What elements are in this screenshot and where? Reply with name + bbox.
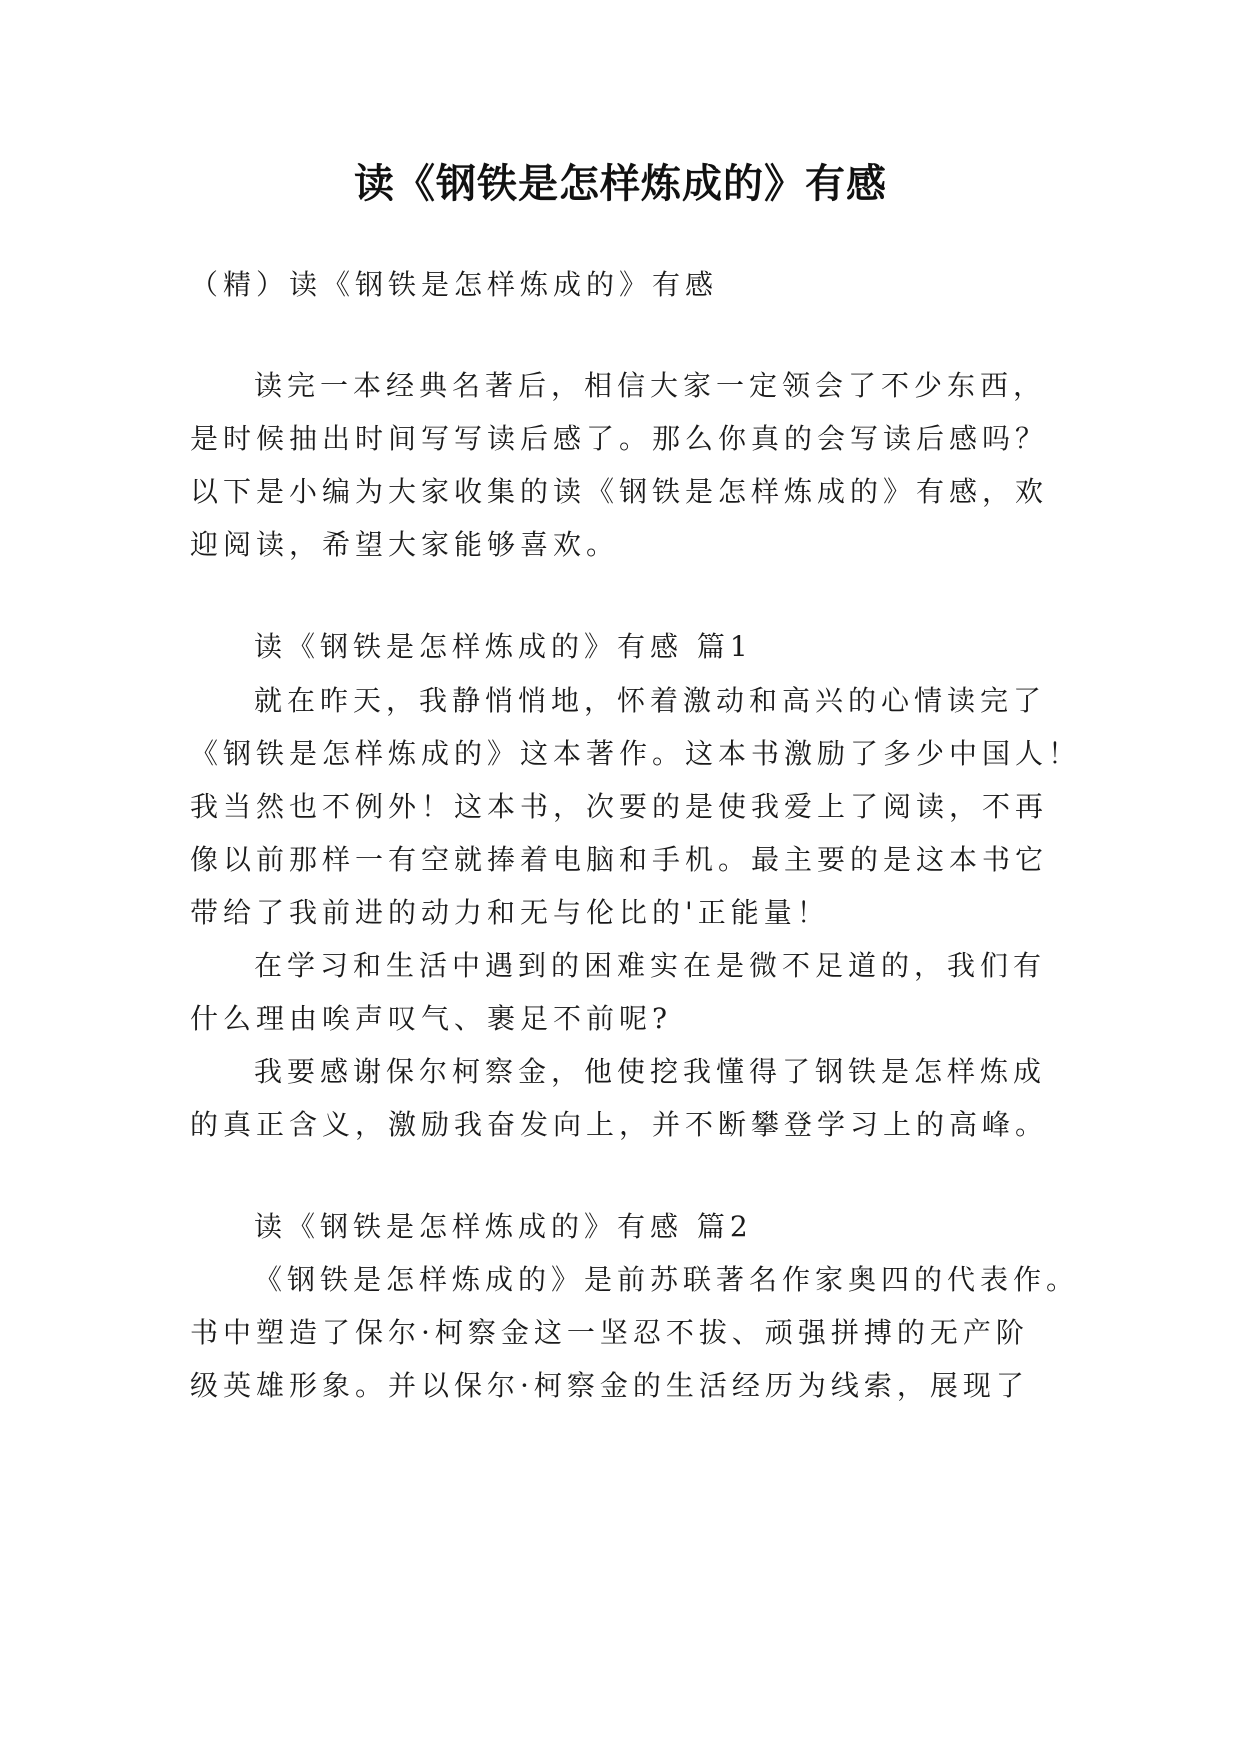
section-heading-1: 读《钢铁是怎样炼成的》有感 篇1 — [254, 630, 753, 663]
section1-line: 带给了我前进的动力和无与伦比的'正能量！ — [190, 896, 830, 929]
intro-line: 是时候抽出时间写写读后感了。那么你真的会写读后感吗？ — [190, 422, 1049, 455]
section2-line: 级英雄形象。并以保尔·柯察金的生活经历为线索，展现了 — [190, 1369, 1029, 1402]
page-title: 读《钢铁是怎样炼成的》有感 — [354, 161, 887, 207]
section1-line: 在学习和生活中遇到的困难实在是微不足道的，我们有 — [254, 949, 1047, 982]
section1-line: 我要感谢保尔柯察金，他使挖我懂得了钢铁是怎样炼成 — [254, 1055, 1047, 1088]
intro-line: 读完一本经典名著后，相信大家一定领会了不少东西， — [254, 369, 1047, 402]
section1-line: 《钢铁是怎样炼成的》这本著作。这本书激励了多少中国人！ — [190, 737, 1082, 770]
intro-line: 迎阅读，希望大家能够喜欢。 — [190, 528, 620, 561]
section2-line: 书中塑造了保尔·柯察金这一坚忍不拔、顽强拼搏的无产阶 — [190, 1316, 1029, 1349]
section1-line: 就在昨天，我静悄悄地，怀着激动和高兴的心情读完了 — [254, 684, 1047, 717]
section2-line: 《钢铁是怎样炼成的》是前苏联著名作家奥四的代表作。 — [254, 1263, 1080, 1296]
section-heading-2: 读《钢铁是怎样炼成的》有感 篇2 — [254, 1210, 753, 1243]
intro-line: 以下是小编为大家收集的读《钢铁是怎样炼成的》有感，欢 — [190, 475, 1049, 508]
section1-line: 的真正含义，激励我奋发向上，并不断攀登学习上的高峰。 — [190, 1108, 1049, 1141]
subtitle: （精）读《钢铁是怎样炼成的》有感 — [190, 268, 719, 301]
section1-line: 像以前那样一有空就捧着电脑和手机。最主要的是这本书它 — [190, 843, 1049, 876]
section1-line: 我当然也不例外！这本书，次要的是使我爱上了阅读，不再 — [190, 790, 1049, 823]
section1-line: 什么理由唉声叹气、裹足不前呢? — [190, 1002, 673, 1035]
